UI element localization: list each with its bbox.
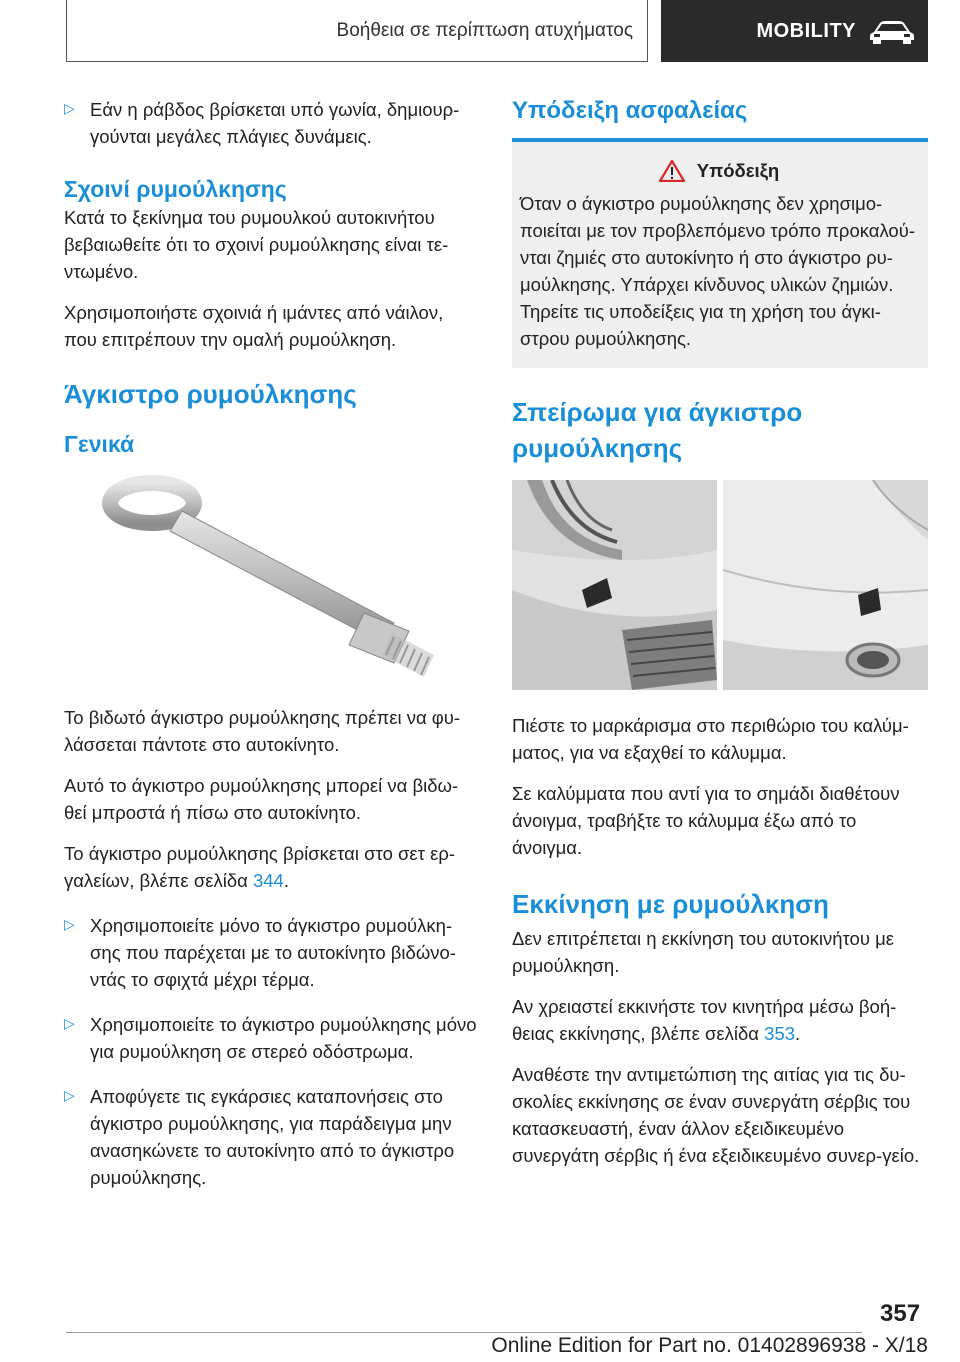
warning-icon <box>659 160 685 182</box>
section-title: Βοήθεια σε περίπτωση ατυχήματος <box>336 19 633 41</box>
thread-paragraph-2: Σε καλύμματα που αντί για το σημάδι διαθέτουν άνοιγμα, τραβήξτε το κάλυμμα έξω από το άνοιγμα. <box>512 783 900 858</box>
thread-paragraph-1: Πιέστε το μαρκάρισμα στο περιθώριο του καλύμ-ματος, για να εξαχθεί το κάλυμμα. <box>512 715 909 763</box>
page-link-344[interactable]: 344 <box>252 870 284 891</box>
rope-heading: Σχοινί ρυμούλκησης <box>64 176 287 202</box>
car-icon <box>868 18 916 44</box>
hook-heading: Άγκιστρο ρυμούλκησης <box>64 379 357 409</box>
general-heading: Γενικά <box>64 431 135 457</box>
rear-bumper-photo <box>723 480 928 690</box>
triangle-bullet-icon: ▷ <box>64 1087 75 1103</box>
start-paragraph-2: Αν χρειαστεί εκκινήστε τον κινητήρα μέσω βοή-θειας εκκίνησης, βλέπε σελίδα 353. <box>512 996 897 1044</box>
notice-label: Υπόδειξη <box>696 160 780 181</box>
header-section-title <box>66 0 648 62</box>
notice-text: Όταν ο άγκιστρο ρυμούλκησης δεν χρησιμο-ποιείται με τον προβλεπόμενο τρόπο προκαλού-νται ζημιές στο αυτοκίνητο ή στο άγκιστρο ρυ-μούλκησης. Υπάρχει κίνδυνος υλικών ζημιών. Τηρείτε τις υποδείξεις για τη χρήση του άγκι-στρου ρυμούλκησης. <box>520 193 915 349</box>
start-paragraph-1: Δεν επιτρέπεται η εκκίνηση του αυτοκινήτου με ρυμούλκηση. <box>512 928 895 976</box>
safety-heading-bar <box>512 96 928 142</box>
hook-paragraph-2: Αυτό το άγκιστρο ρυμούλκησης μπορεί να βιδω-θεί μπροστά ή πίσω στο αυτοκίνητο. <box>64 775 459 823</box>
page-number: 357 <box>880 1300 921 1327</box>
right-column <box>512 96 928 1183</box>
thread-photos <box>512 480 928 690</box>
list-item <box>64 96 478 150</box>
page-link-353[interactable]: 353 <box>764 1023 796 1044</box>
start-paragraph-3: Αναθέστε την αντιμετώπιση της αιτίας για τις δυ-σκολίες εκκίνησης σε έναν συνεργάτη σέρβις του κατασκευαστή, έναν άλλον εξειδικευμένο συνεργάτη σέρβις ή ένα εξειδικευμένο συνερ-γείο. <box>512 1064 920 1166</box>
notice-box <box>512 142 928 368</box>
notice-header <box>520 160 918 182</box>
list-item <box>64 912 478 993</box>
thread-heading: Σπείρωμα για άγκιστρο ρυμούλκησης <box>512 397 803 463</box>
bullet-text: Χρησιμοποιείτε το άγκιστρο ρυμούλκησης μόνο για ρυμούλκηση σε στερεό οδόστρωμα. <box>90 1014 477 1062</box>
bullet-text: Χρησιμοποιείτε μόνο το άγκιστρο ρυμούλκη-σης που παρέχεται με το αυτοκίνητο βιδώνο-ντάς το σφιχτά μέχρι τέρμα. <box>90 915 456 990</box>
footer-edition: Online Edition for Part no. 01402896938 - X/18 <box>491 1334 928 1357</box>
front-bumper-photo <box>512 480 717 690</box>
bullet-text: Εάν η ράβδος βρίσκεται υπό γωνία, δημιουρ- γούνται μεγάλες πλάγιες δυνάμεις. <box>90 99 460 147</box>
footer-divider <box>66 1332 862 1333</box>
list-item <box>64 1011 478 1065</box>
bullet-text: Αποφύγετε τις εγκάρσιες καταπονήσεις στο άγκιστρο ρυμούλκησης, για παράδειγμα μην ανασηκώνετε το αυτοκίνητο από το άγκιστρο ρυμούλκησης. <box>90 1086 455 1188</box>
header-category <box>661 0 928 62</box>
left-column <box>64 96 478 1205</box>
tow-hook-image <box>64 473 478 683</box>
rope-paragraph-2: Χρησιμοποιήστε σχοινιά ή ιμάντες από νάιλον, που επιτρέπουν την ομαλή ρυμούλκηση. <box>64 302 444 350</box>
list-item <box>64 1083 478 1191</box>
safety-heading: Υπόδειξη ασφαλείας <box>512 97 748 124</box>
rope-paragraph-1: Κατά το ξεκίνημα του ρυμουλκού αυτοκινήτου βεβαιωθείτε ότι το σχοινί ρυμούλκησης είναι τε-ντωμένο. <box>64 207 449 282</box>
hook-paragraph-3: Το άγκιστρο ρυμούλκησης βρίσκεται στο σετ ερ-γαλείων, βλέπε σελίδα 344. <box>64 843 456 891</box>
hook-paragraph-1: Το βιδωτό άγκιστρο ρυμούλκησης πρέπει να φυ-λάσσεται πάντοτε στο αυτοκίνητο. <box>64 707 461 755</box>
triangle-bullet-icon: ▷ <box>64 1015 75 1031</box>
category-label: MOBILITY <box>756 19 856 42</box>
start-heading: Εκκίνηση με ρυμούλκηση <box>512 889 829 919</box>
triangle-bullet-icon: ▷ <box>64 916 75 932</box>
triangle-bullet-icon: ▷ <box>64 100 75 116</box>
